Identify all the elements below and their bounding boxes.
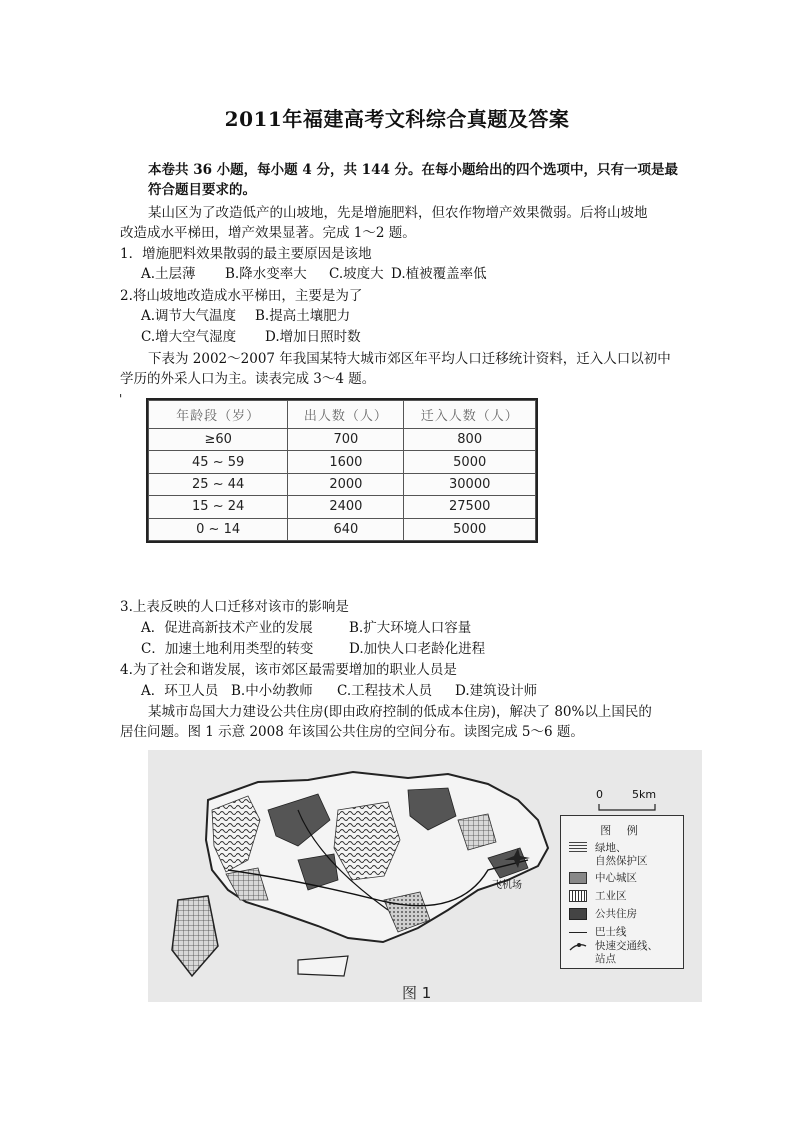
figure-caption: 图 1 bbox=[402, 984, 432, 1002]
q4-option-b: B.中小幼教师 bbox=[231, 683, 313, 699]
city-center-symbol-icon bbox=[569, 872, 587, 884]
question-2-stem: 2.将山坡地改造成水平梯田，主要是为了 bbox=[120, 288, 363, 304]
migration-table bbox=[146, 398, 538, 543]
table-header-row bbox=[149, 401, 536, 429]
intro2-line-2: 学历的外采人口为主。读表完成 3～4 题。 bbox=[120, 371, 376, 387]
q1-option-a: A.土层薄 bbox=[141, 266, 196, 282]
table-cell: ≥60 bbox=[149, 429, 288, 451]
table-row bbox=[149, 429, 536, 451]
industrial-symbol-icon bbox=[569, 890, 587, 902]
table-cell: 30000 bbox=[404, 473, 536, 495]
question-1-options bbox=[141, 265, 487, 283]
table-cell: 27500 bbox=[404, 496, 536, 518]
table-header-in: 迁入人数（人） bbox=[404, 401, 536, 429]
question-2-options-row-2 bbox=[141, 328, 361, 346]
table-cell: 45 ~ 59 bbox=[149, 451, 288, 473]
question-3-stem: 3.上表反映的人口迁移对该市的影响是 bbox=[120, 599, 349, 615]
table-cell: 2000 bbox=[288, 473, 404, 495]
table-row bbox=[149, 473, 536, 495]
instructions-line-1: 本卷共 36 小题，每小题 4 分，共 144 分。在每小题给出的四个选项中，只有一项是最 bbox=[148, 162, 679, 178]
intro3-line-1: 某城市岛国大力建设公共住房(即由政府控制的低成本住房)，解决了 80%以上国民的 bbox=[148, 704, 652, 720]
q1-option-c: C.坡度大 bbox=[329, 266, 384, 282]
q2-option-d: D.增加日照时数 bbox=[265, 329, 361, 345]
question-1-stem: 1．增施肥料效果散弱的最主要原因是该地 bbox=[120, 246, 372, 262]
q2-option-b: B.提高土壤肥力 bbox=[255, 308, 351, 324]
legend-item-city bbox=[569, 872, 637, 885]
legend-label-bus: 巴士线 bbox=[595, 926, 627, 938]
bus-line-symbol-icon bbox=[569, 926, 587, 933]
table-row bbox=[149, 496, 536, 518]
table-cell: 5000 bbox=[404, 451, 536, 473]
question-4-options bbox=[141, 682, 537, 700]
scale-zero-label: 0 bbox=[596, 788, 603, 801]
q3-option-d: D.加快人口老龄化进程 bbox=[349, 641, 486, 657]
legend-label-green-2: 自然保护区 bbox=[595, 855, 648, 867]
legend-label-city: 中心城区 bbox=[595, 872, 637, 884]
airport-label: 飞机场 bbox=[492, 880, 522, 891]
table-cell: 2400 bbox=[288, 496, 404, 518]
question-3-options-row-1 bbox=[141, 619, 471, 637]
legend-title: 图 例 bbox=[600, 824, 644, 837]
q3-option-a: A．促进高新技术产业的发展 bbox=[141, 620, 313, 636]
question-2-options-row-1 bbox=[141, 307, 350, 325]
legend-item-industrial bbox=[569, 890, 627, 903]
legend-item-green bbox=[569, 842, 648, 868]
legend-label-rapid-1: 快速交通线、 bbox=[595, 940, 658, 952]
table-cell: 25 ~ 44 bbox=[149, 473, 288, 495]
q4-option-a: A．环卫人员 bbox=[141, 683, 219, 699]
map-legend bbox=[560, 815, 684, 969]
scale-max-label: 5km bbox=[632, 788, 657, 801]
question-4-stem: 4.为了社会和谐发展，该市郊区最需要增加的职业人员是 bbox=[120, 662, 457, 678]
q1-option-d: D.植被覆盖率低 bbox=[391, 266, 487, 282]
intro2-line-1: 下表为 2002～2007 年我国某特大城市郊区年平均人口迁移统计资料，迁入人口以初中 bbox=[148, 351, 671, 367]
intro3-line-2: 居住问题。图 1 示意 2008 年该国公共住房的空间分布。读图完成 5～6 题。 bbox=[120, 724, 584, 740]
intro1-line-2: 改造成水平梯田，增产效果显著。完成 1～2 题。 bbox=[120, 225, 416, 241]
rapid-transit-symbol-icon bbox=[569, 940, 587, 952]
q2-option-a: A.调节大气温度 bbox=[141, 308, 237, 324]
q1-option-b: B.降水变率大 bbox=[225, 266, 307, 282]
stray-mark: ' bbox=[119, 392, 123, 406]
scale-bar bbox=[598, 803, 658, 811]
legend-item-rapid-transit bbox=[569, 940, 658, 966]
legend-label-green-1: 绿地、 bbox=[595, 842, 627, 854]
table-cell: 0 ~ 14 bbox=[149, 518, 288, 540]
table-header-age: 年龄段（岁） bbox=[149, 401, 288, 429]
question-3-options-row-2 bbox=[141, 640, 485, 658]
q2-option-c: C.增大空气湿度 bbox=[141, 329, 237, 345]
table-header-out: 出人数（人） bbox=[288, 401, 404, 429]
table-row bbox=[149, 451, 536, 473]
green-area-symbol-icon bbox=[569, 842, 587, 854]
table-cell: 700 bbox=[288, 429, 404, 451]
q3-option-b: B.扩大环境人口容量 bbox=[349, 620, 472, 636]
table-cell: 15 ~ 24 bbox=[149, 496, 288, 518]
table-cell: 5000 bbox=[404, 518, 536, 540]
public-housing-symbol-icon bbox=[569, 908, 587, 920]
page-title: 2011年福建高考文科综合真题及答案 bbox=[224, 107, 570, 131]
legend-label-rapid-2: 站点 bbox=[595, 953, 616, 965]
table-row bbox=[149, 518, 536, 540]
table-cell: 1600 bbox=[288, 451, 404, 473]
legend-label-housing: 公共住房 bbox=[595, 908, 637, 920]
table-cell: 800 bbox=[404, 429, 536, 451]
q4-option-c: C.工程技术人员 bbox=[337, 683, 433, 699]
table-cell: 640 bbox=[288, 518, 404, 540]
legend-item-housing bbox=[569, 908, 637, 921]
intro1-line-1: 某山区为了改造低产的山坡地，先是增施肥料，但农作物增产效果微弱。后将山坡地 bbox=[148, 205, 648, 221]
q3-option-c: C．加速土地利用类型的转变 bbox=[141, 641, 314, 657]
legend-item-bus bbox=[569, 926, 627, 939]
q4-option-d: D.建筑设计师 bbox=[455, 683, 538, 699]
legend-label-industrial: 工业区 bbox=[595, 890, 627, 902]
instructions-line-2: 符合题目要求的。 bbox=[148, 182, 256, 198]
